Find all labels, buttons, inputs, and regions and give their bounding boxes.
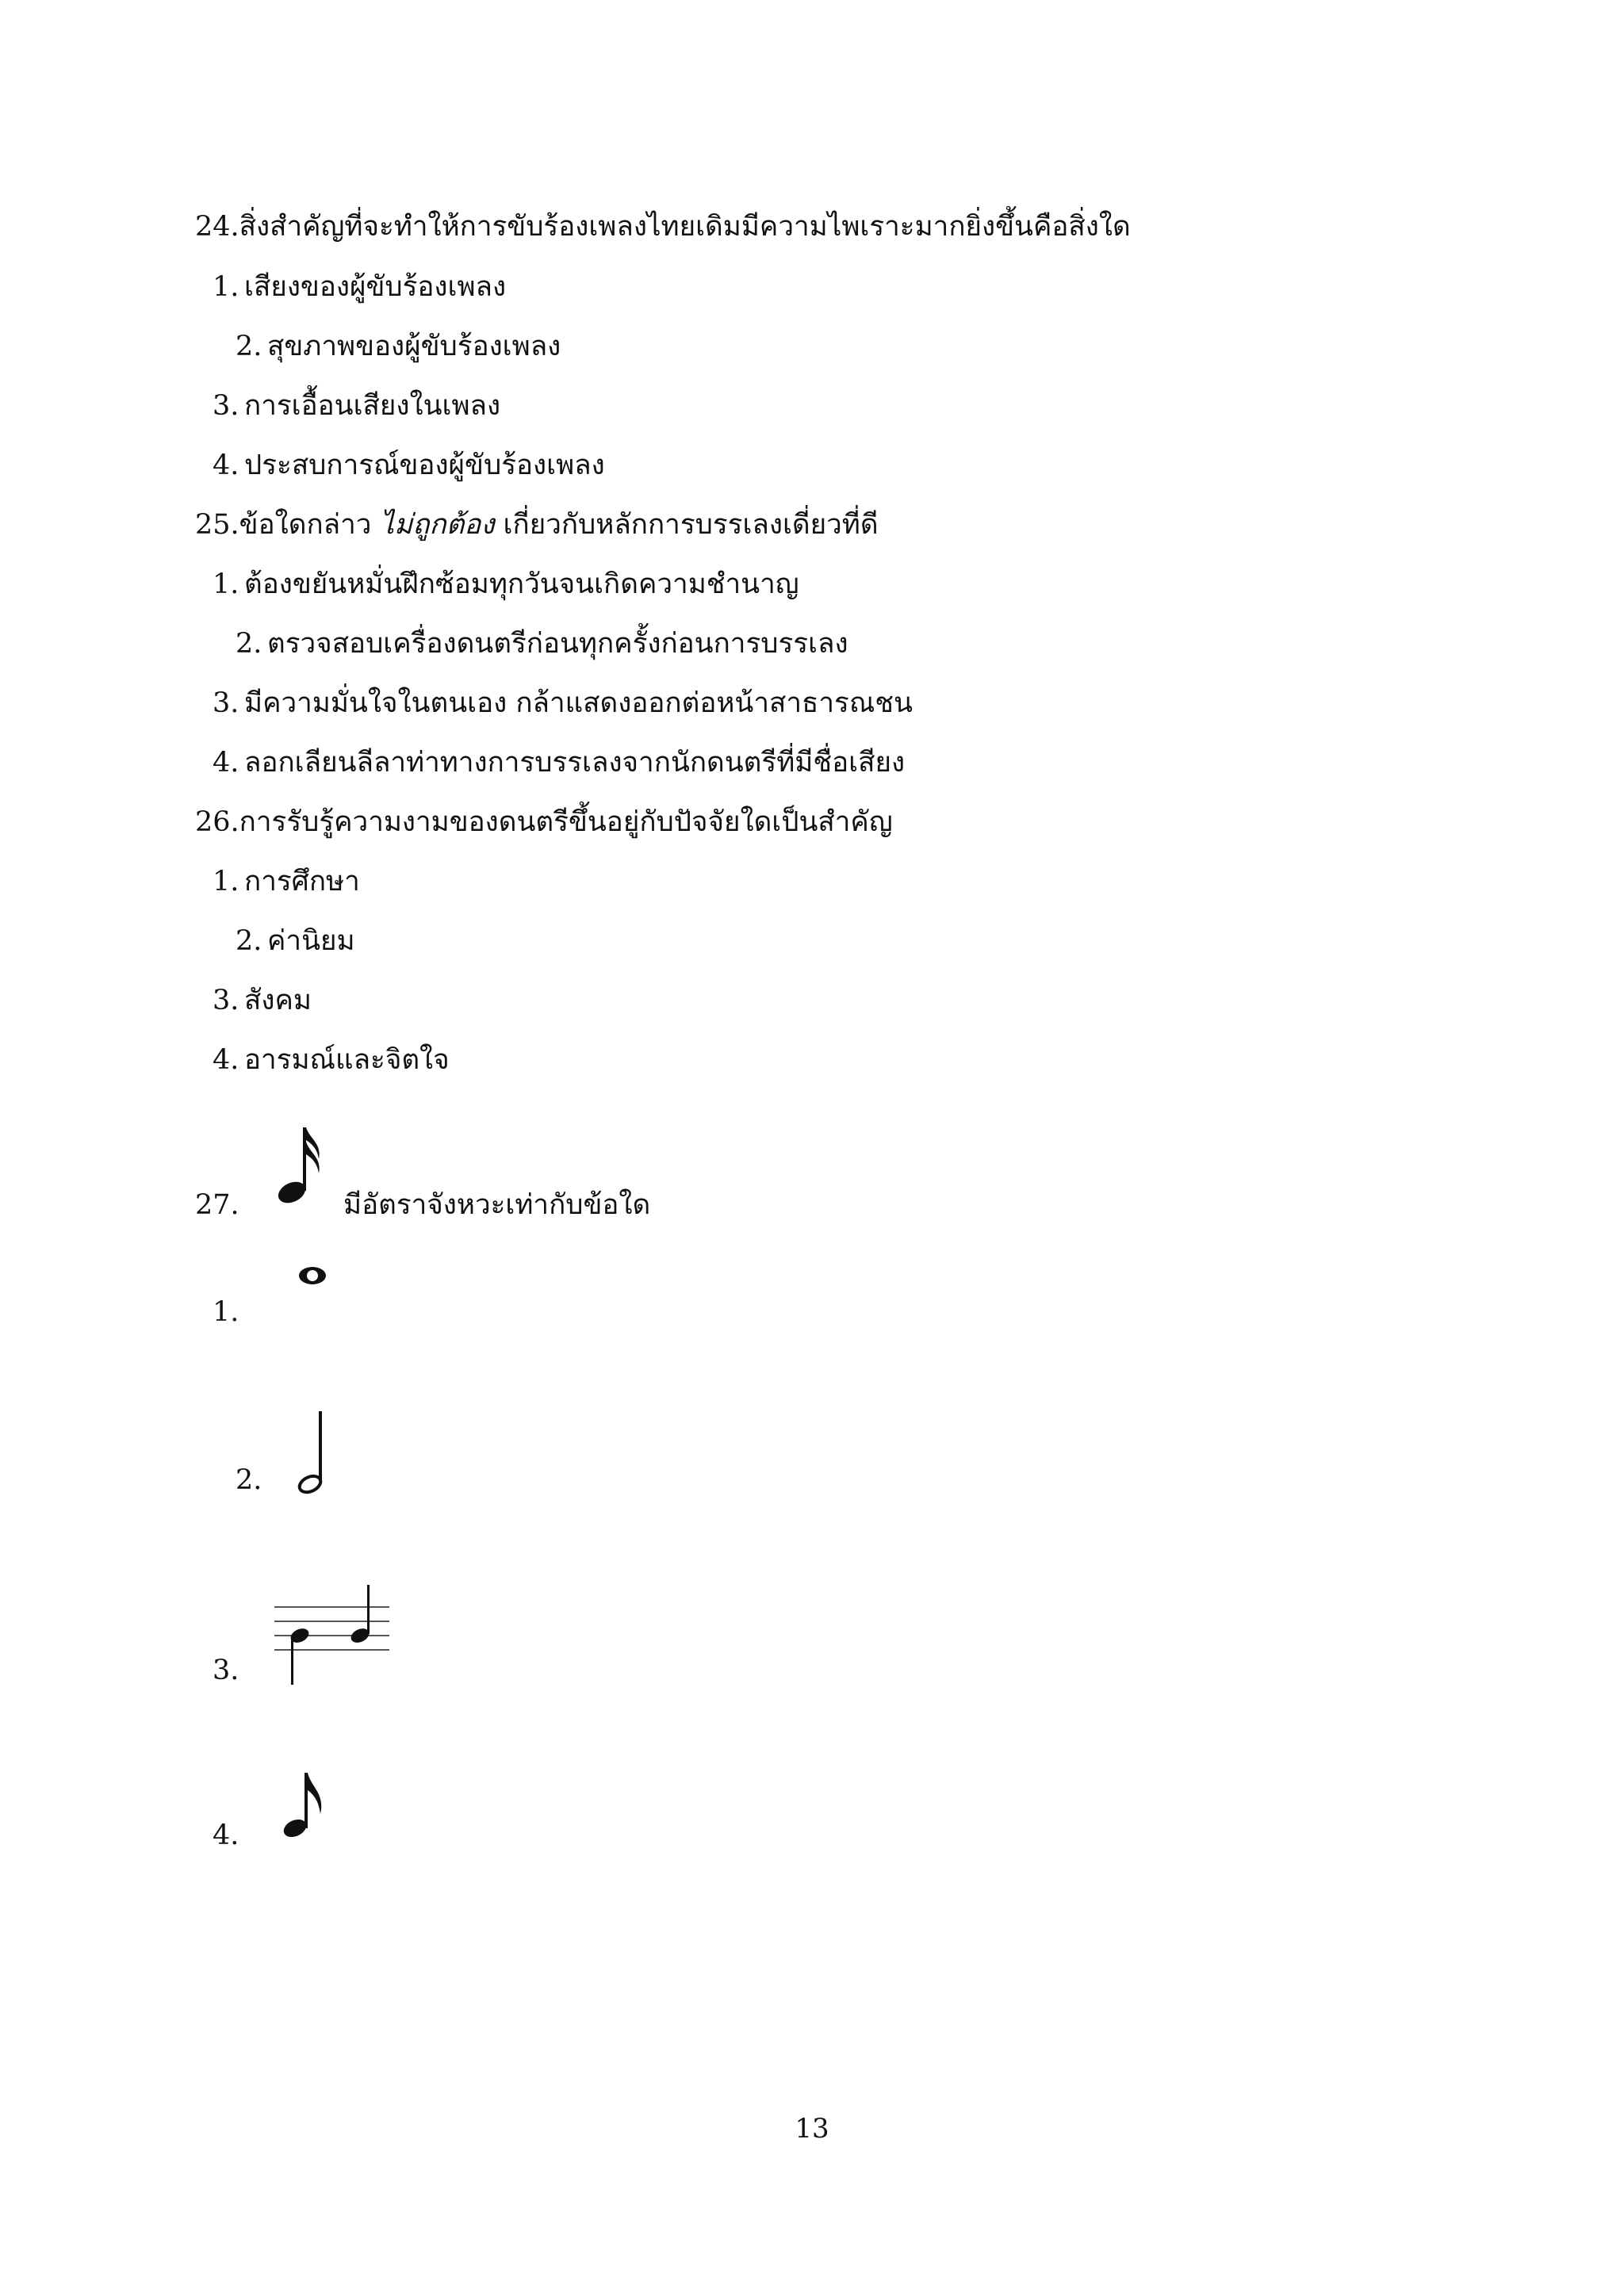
option-24-4 bbox=[213, 448, 605, 483]
option-27-2-number: 2. bbox=[236, 1464, 262, 1496]
question-27-number: 27. bbox=[195, 1189, 239, 1221]
question-text-before: ข้อใดกล่าว bbox=[239, 509, 381, 541]
option-26-2 bbox=[236, 924, 355, 959]
option-number: 4. bbox=[213, 747, 239, 779]
option-27-3-number: 3. bbox=[213, 1655, 239, 1686]
option-number: 2. bbox=[236, 925, 262, 957]
question-24 bbox=[195, 209, 1131, 244]
option-24-3 bbox=[213, 388, 500, 423]
option-text: ประสบการณ์ของผู้ขับร้องเพลง bbox=[244, 450, 605, 481]
option-25-1 bbox=[213, 567, 799, 602]
question-text: สิ่งสำคัญที่จะทำให้การขับร้องเพลงไทยเดิมมีความไพเราะมากยิ่งขึ้นคือสิ่งใด bbox=[239, 211, 1131, 243]
question-text: การรับรู้ความงามของดนตรีขึ้นอยู่กับปัจจัยใดเป็นสำคัญ bbox=[239, 806, 893, 838]
option-number: 3. bbox=[213, 985, 239, 1016]
option-number: 2. bbox=[236, 628, 262, 660]
option-text: เสียงของผู้ขับร้องเพลง bbox=[244, 271, 507, 303]
option-24-2 bbox=[236, 329, 561, 364]
option-27-4-number: 4. bbox=[213, 1820, 239, 1851]
option-25-3 bbox=[213, 686, 913, 721]
option-number: 1. bbox=[213, 568, 239, 600]
option-27-1-number: 1. bbox=[213, 1296, 239, 1328]
option-number: 3. bbox=[213, 390, 239, 422]
question-27-text: มีอัตราจังหวะเท่ากับข้อใด bbox=[343, 1189, 651, 1221]
eighth-note-icon bbox=[281, 1770, 328, 1841]
option-text: ลอกเลียนลีลาท่าทางการบรรเลงจากนักดนตรีที่มีชื่อเสียง bbox=[244, 747, 906, 779]
page-number: 13 bbox=[795, 2113, 829, 2145]
question-text-after: เกี่ยวกับหลักการบรรเลงเดี่ยวที่ดี bbox=[494, 509, 879, 541]
option-24-1 bbox=[213, 270, 506, 304]
question-25 bbox=[195, 507, 879, 542]
option-26-3 bbox=[213, 983, 312, 1018]
option-26-1 bbox=[213, 864, 360, 899]
option-number: 4. bbox=[213, 1044, 239, 1076]
option-number: 2. bbox=[236, 331, 262, 362]
sixteenth-note-icon bbox=[274, 1124, 330, 1203]
option-text: ตรวจสอบเครื่องดนตรีก่อนทุกครั้งก่อนการบรรเลง bbox=[267, 628, 848, 660]
option-number: 1. bbox=[213, 866, 239, 897]
option-number: 4. bbox=[213, 450, 239, 481]
option-text: ต้องขยันหมั่นฝึกซ้อมทุกวันจนเกิดความชำนาญ bbox=[244, 568, 799, 600]
option-25-2 bbox=[236, 626, 848, 661]
option-number: 1. bbox=[213, 271, 239, 303]
question-26 bbox=[195, 805, 893, 840]
question-text-emphasis: ไม่ถูกต้อง bbox=[380, 509, 495, 541]
option-text: การศึกษา bbox=[244, 866, 360, 897]
half-note-icon bbox=[297, 1408, 328, 1495]
question-number: 24. bbox=[195, 211, 239, 243]
option-text: สังคม bbox=[244, 985, 312, 1016]
option-text: อารมณ์และจิตใจ bbox=[244, 1044, 450, 1076]
option-text: มีความมั่นใจในตนเอง กล้าแสดงออกต่อหน้าสาธารณชน bbox=[244, 687, 913, 719]
option-25-4 bbox=[213, 745, 905, 780]
option-26-4 bbox=[213, 1043, 450, 1077]
option-text: การเอื้อนเสียงในเพลง bbox=[244, 390, 501, 422]
whole-note-icon bbox=[297, 1265, 328, 1286]
question-number: 25. bbox=[195, 509, 239, 541]
option-text: สุขภาพของผู้ขับร้องเพลง bbox=[267, 331, 561, 362]
two-quarter-notes-on-staff-icon bbox=[274, 1582, 392, 1689]
option-text: ค่านิยม bbox=[267, 925, 355, 957]
question-number: 26. bbox=[195, 806, 239, 838]
option-number: 3. bbox=[213, 687, 239, 719]
